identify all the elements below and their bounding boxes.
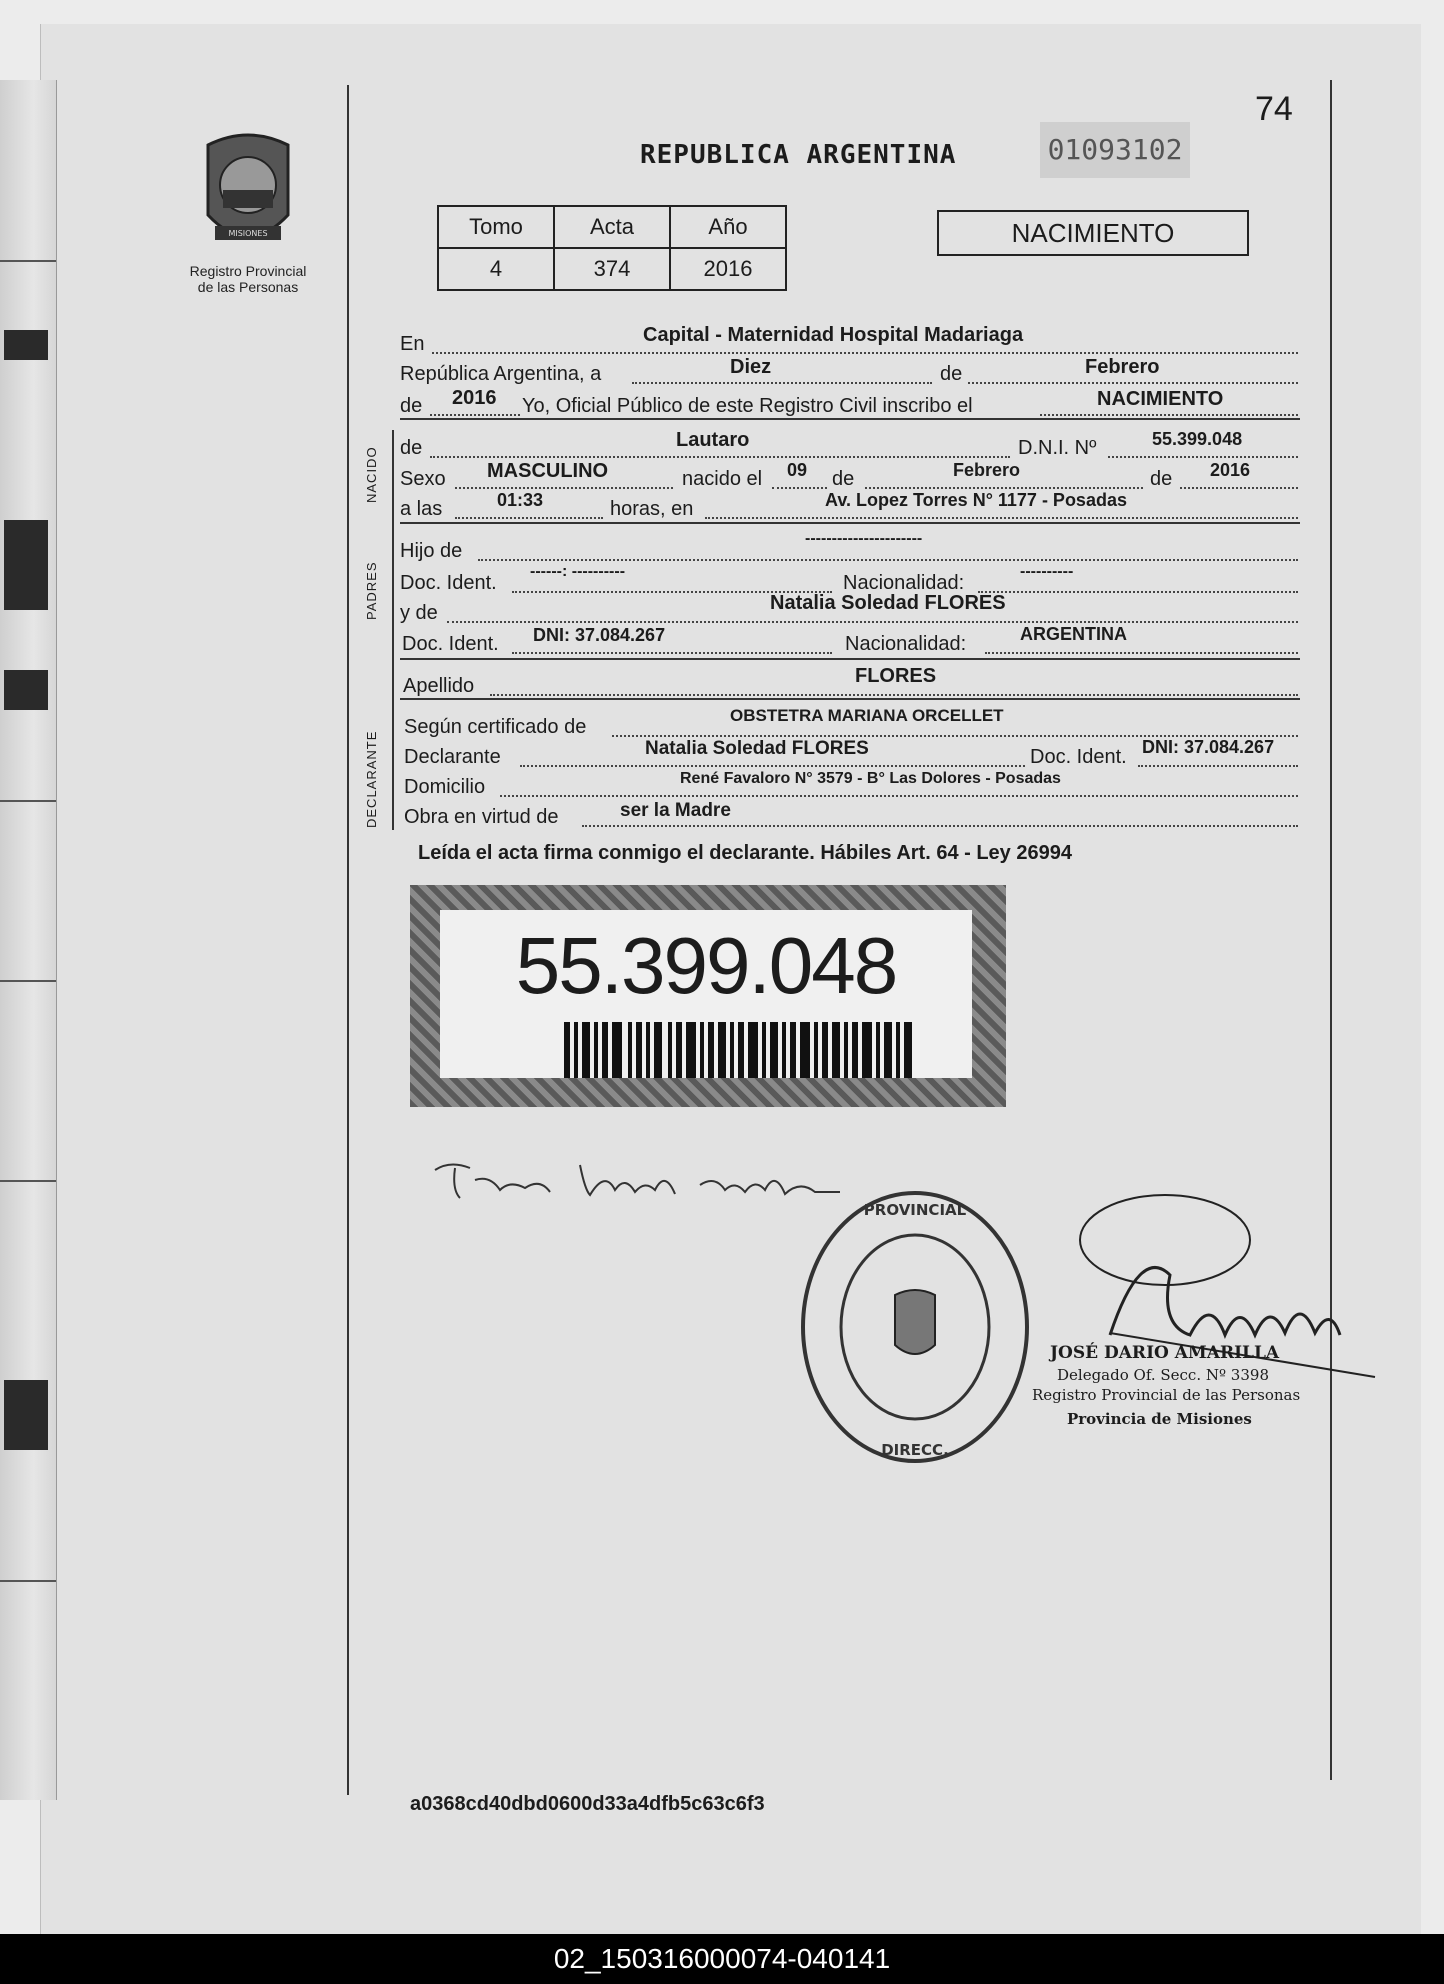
year-value: 2016 (452, 387, 497, 409)
barcode-number: 55.399.048 (515, 921, 897, 1010)
horas-label: horas, en (610, 498, 694, 520)
domicilio-label: Domicilio (404, 776, 486, 798)
de1-label: de (940, 363, 963, 385)
obra-value: ser la Madre (620, 800, 731, 821)
segun-value: OBSTETRA MARIANA ORCELLET (730, 706, 1004, 725)
domicilio-value: René Favaloro N° 3579 - B° Las Dolores - Posadas (680, 770, 1061, 787)
declarante-value: Natalia Soledad FLORES (645, 738, 869, 759)
father-value: ---------------------- (805, 530, 923, 547)
republica-label: República Argentina, a (400, 363, 602, 385)
official-line2: Registro Provincial de las Personas (1032, 1386, 1301, 1404)
father-doc: ------: ---------- (530, 563, 626, 580)
legal-notice: Leída el acta firma conmigo el declarante. Hábiles Art. 64 - Ley 26994 (418, 842, 1072, 864)
dni-value: 55.399.048 (1152, 429, 1243, 449)
inscribe-value: NACIMIENTO (1097, 388, 1224, 410)
svg-text:MISIONES: MISIONES (228, 229, 268, 238)
document-hash: a0368cd40dbd0600d33a4dfb5c63c6f3 (410, 1793, 765, 1815)
birth-time: 01:33 (497, 490, 544, 510)
official-line3: Provincia de Misiones (1067, 1410, 1252, 1428)
header-acta: Acta (554, 206, 670, 248)
barcode-icon (564, 1022, 916, 1078)
doc1-label: Doc. Ident. (400, 572, 497, 594)
declarante-label: Declarante (404, 746, 501, 768)
official-line1: Delegado Of. Secc. Nº 3398 (1057, 1366, 1269, 1384)
register-table (437, 205, 787, 291)
alas-label: a las (400, 498, 443, 520)
svg-text:DIRECC.: DIRECC. (881, 1441, 949, 1459)
value-acta: 374 (554, 248, 670, 290)
declarante-doc: DNI: 37.084.267 (1142, 737, 1275, 757)
header-tomo: Tomo (438, 206, 554, 248)
de4-label: de (832, 468, 855, 490)
doc2-label: Doc. Ident. (402, 633, 499, 655)
de3-label: de (400, 437, 423, 459)
logo-caption-1: Registro Provincial (189, 263, 307, 279)
value-tomo: 4 (438, 248, 554, 290)
section-rule (392, 430, 394, 830)
nacido-el-label: nacido el (682, 468, 763, 490)
barcode-label (410, 885, 1006, 1107)
nac2-label: Nacionalidad: (845, 633, 967, 655)
de2-label: de (400, 395, 423, 417)
yo-label: Yo, Oficial Público de este Registro Civil inscribo el (522, 395, 973, 417)
mother-doc: DNI: 37.084.267 (533, 625, 666, 645)
birth-place: Av. Lopez Torres N° 1177 - Posadas (825, 490, 1127, 510)
day-value: Diez (730, 356, 772, 378)
father-nat: ---------- (1020, 563, 1074, 580)
header-anio: Año (670, 206, 786, 248)
declarante-side-label: DECLARANTE (364, 730, 379, 828)
province-logo (188, 130, 308, 295)
birth-day: 09 (787, 460, 808, 480)
footer-code: 02_150316000074-040141 (0, 1934, 1444, 1984)
obra-label: Obra en virtud de (404, 806, 559, 828)
birth-month: Febrero (953, 460, 1021, 480)
act-type-box: NACIMIENTO (937, 210, 1249, 256)
serial-number: 01093102 (1040, 122, 1190, 178)
mother-value: Natalia Soledad FLORES (770, 592, 1006, 614)
page-number: 74 (1255, 90, 1293, 128)
sexo-value: MASCULINO (487, 460, 609, 482)
binding-strip (0, 80, 57, 1800)
official-name: JOSÉ DARIO AMARILLA (1050, 1343, 1280, 1363)
value-anio: 2016 (670, 248, 786, 290)
name-value: Lautaro (676, 429, 750, 451)
right-rule (1330, 80, 1332, 1780)
declarant-signature (430, 1150, 850, 1210)
segun-label: Según certificado de (404, 716, 587, 738)
official-stamp-icon (795, 1185, 1035, 1470)
svg-text:PROVINCIAL: PROVINCIAL (863, 1201, 967, 1219)
padres-side-label: PADRES (364, 561, 379, 620)
doc3-label: Doc. Ident. (1030, 746, 1127, 768)
de5-label: de (1150, 468, 1173, 490)
en-label: En (400, 333, 425, 355)
province-shield-icon (193, 130, 303, 258)
sexo-label: Sexo (400, 468, 446, 490)
nac1-label: Nacionalidad: (843, 572, 965, 594)
logo-caption-2: de las Personas (197, 279, 299, 295)
left-rule (347, 85, 349, 1795)
birth-year: 2016 (1210, 460, 1251, 480)
mother-nat: ARGENTINA (1020, 624, 1127, 644)
dni-label: D.N.I. Nº (1018, 437, 1097, 459)
en-value: Capital - Maternidad Hospital Madariaga (643, 324, 1024, 346)
apellido-label: Apellido (403, 675, 475, 697)
hijo-label: Hijo de (400, 540, 463, 562)
month-value: Febrero (1085, 356, 1160, 378)
nacido-side-label: NACIDO (364, 446, 379, 503)
yde-label: y de (400, 602, 438, 624)
apellido-value: FLORES (855, 665, 937, 687)
country-title: REPUBLICA ARGENTINA (640, 140, 957, 170)
